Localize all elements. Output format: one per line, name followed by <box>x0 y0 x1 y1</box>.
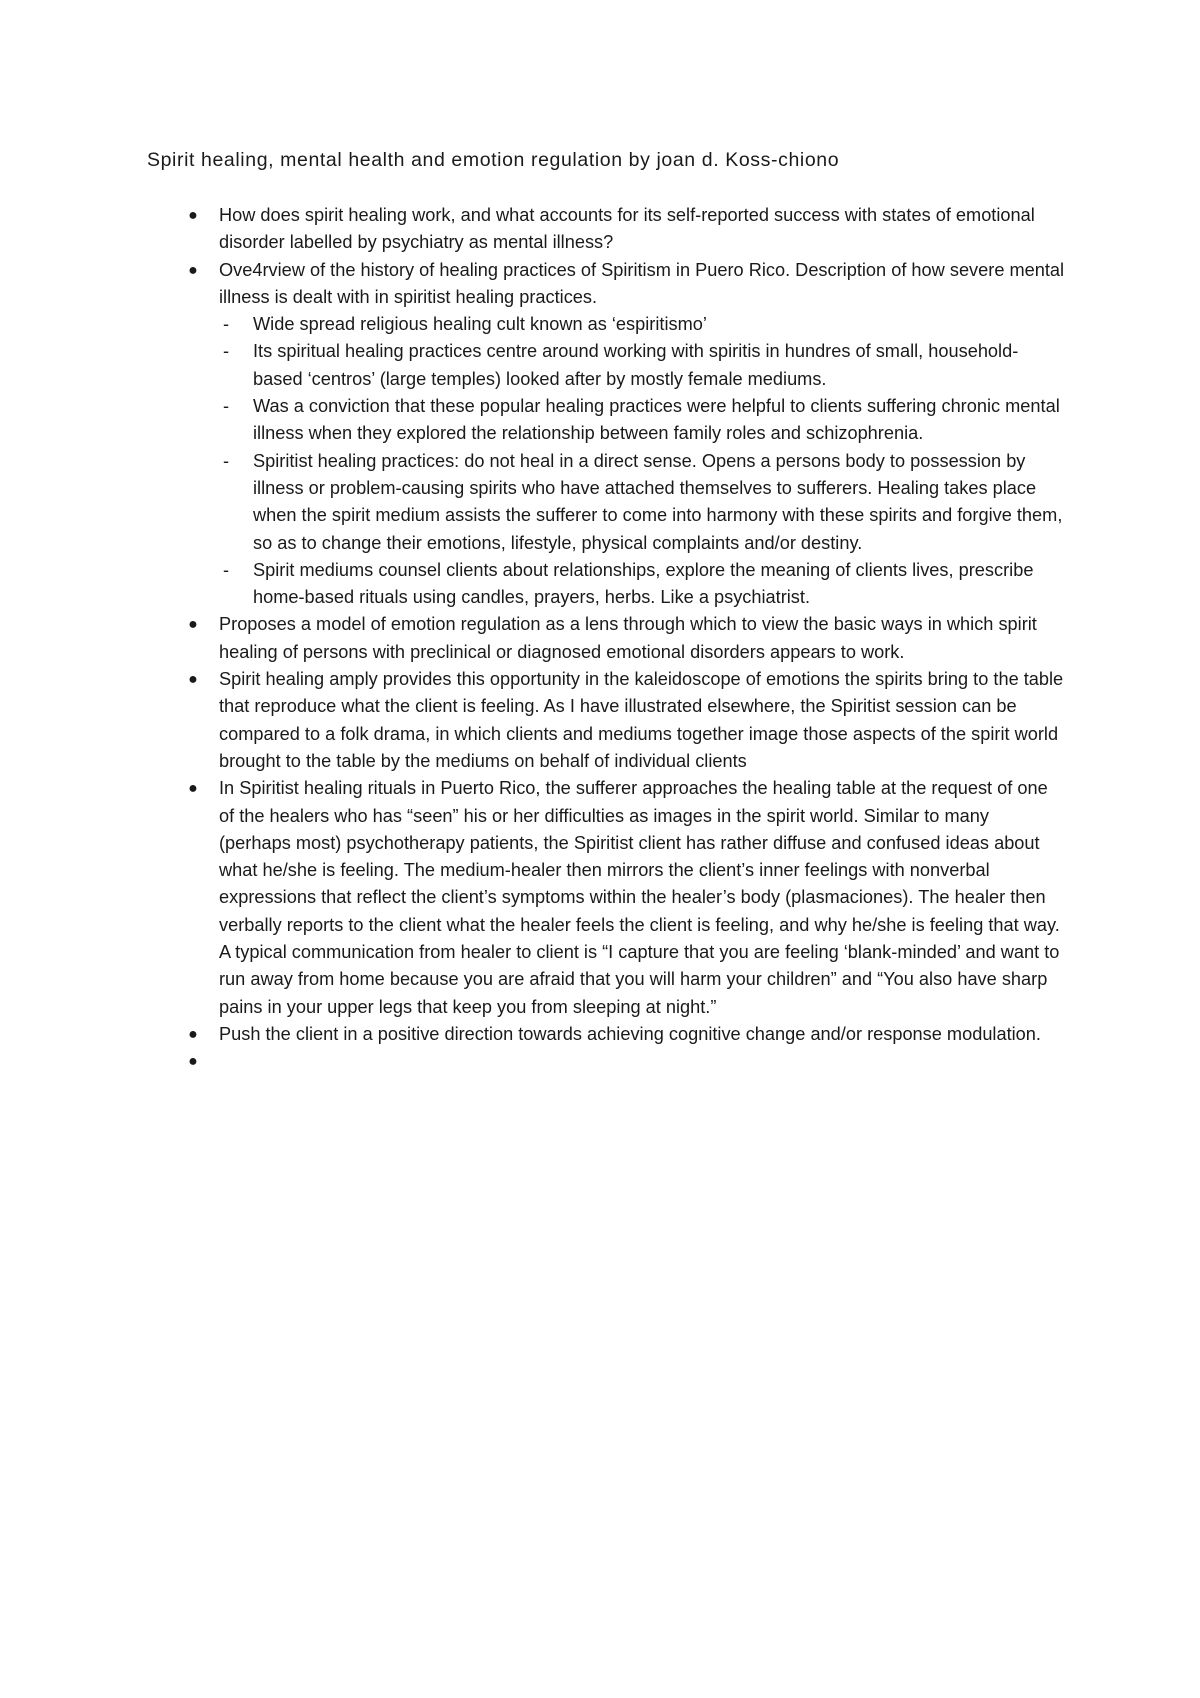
sub-item-text: Spirit mediums counsel clients about relationships, explore the meaning of clients lives, prescribe home-based rituals using candles, prayers, herbs. Like a psychiatrist. <box>253 559 1034 608</box>
dash-icon: - <box>222 450 230 471</box>
bullet-item <box>185 202 1065 257</box>
bullet-item <box>185 257 1065 612</box>
bullet-text: How does spirit healing work, and what accounts for its self-reported success with states of emotional disorder labelled by psychiatry as mental illness? <box>219 205 1035 253</box>
sub-item-text: Wide spread religious healing cult known as ‘espiritismo’ <box>253 314 707 335</box>
sub-item <box>219 311 1065 338</box>
dash-icon: - <box>222 341 230 362</box>
bullet-icon: ● <box>188 780 198 798</box>
bullet-text: Proposes a model of emotion regulation as a lens through which to view the basic ways in which spirit healing of persons with preclinical or diagnosed emotional disorders appears to work. <box>219 614 1037 662</box>
sub-item <box>219 393 1065 448</box>
sub-item-text: Its spiritual healing practices centre around working with spiritis in hundres of small, household-based ‘centros’ (large temples) looked after by mostly female mediums. <box>253 341 1019 389</box>
dash-icon: - <box>222 314 230 335</box>
bullet-icon: ● <box>188 1053 198 1071</box>
bullet-icon: ● <box>188 616 198 634</box>
bullet-item <box>185 775 1065 1021</box>
bullet-icon: ● <box>188 1025 198 1043</box>
bullet-item <box>185 1048 1065 1075</box>
bullet-item <box>185 666 1065 775</box>
bullet-icon: ● <box>188 671 198 689</box>
bullet-item <box>185 611 1065 666</box>
document-title: Spirit healing, mental health and emotion regulation by joan d. Koss-chiono <box>147 149 840 171</box>
sub-item <box>219 557 1065 612</box>
bullet-text <box>219 1048 1065 1075</box>
sub-item-text: Was a conviction that these popular healing practices were helpful to clients suffering chronic mental illness when they explored the relationship between family roles and schizophrenia. <box>253 396 1060 444</box>
sub-item <box>219 338 1065 393</box>
sub-list <box>219 311 1065 611</box>
bullet-item <box>185 1021 1065 1048</box>
bullet-text: Push the client in a positive direction towards achieving cognitive change and/or response modulation. <box>219 1023 1041 1044</box>
bullet-list <box>185 202 1065 1076</box>
bullet-icon: ● <box>188 207 198 224</box>
bullet-icon: ● <box>188 261 198 279</box>
bullet-text: Spirit healing amply provides this opportunity in the kaleidoscope of emotions the spirits bring to the table that reproduce what the client is feeling. As I have illustrated elsewhere, the Spiritist session can be compared to a folk drama, in which clients and mediums together image those aspects of the spirit world brought to the table by the mediums on behalf of individual clients <box>219 669 1064 771</box>
sub-item-text: Spiritist healing practices: do not heal in a direct sense. Opens a persons body to possession by illness or problem-causing spirits who have attached themselves to sufferers. Healing takes place when the spirit medium assists the sufferer to come into harmony with these spirits and forgive them, so as to change their emotions, lifestyle, physical complaints and/or destiny. <box>253 450 1063 553</box>
bullet-text: In Spiritist healing rituals in Puerto Rico, the sufferer approaches the healing table at the request of one of the healers who has “seen” his or her difficulties as images in the spirit world. Similar to many (perhaps most) psychotherapy patients, the Spiritist client has rather diffuse and confused ideas about what he/she is feeling. The medium-healer then mirrors the client’s inner feelings with nonverbal expressions that reflect the client’s symptoms within the healer’s body (plasmaciones). The healer then verbally reports to the client what the healer feels the client is feeling, and why he/she is feeling that way. A typical communication from healer to client is “I capture that you are feeling ‘blank-minded’ and want to run away from home because you are afraid that you will harm your children” and “You also have sharp pains in your upper legs that keep you from sleeping at night.” <box>219 778 1060 1017</box>
bullet-text: Ove4rview of the history of healing practices of Spiritism in Puero Rico. Description of how severe mental illness is dealt with in spiritist healing practices. <box>219 259 1065 307</box>
sub-item <box>219 448 1065 557</box>
dash-icon: - <box>222 396 230 417</box>
dash-icon: - <box>222 559 230 580</box>
